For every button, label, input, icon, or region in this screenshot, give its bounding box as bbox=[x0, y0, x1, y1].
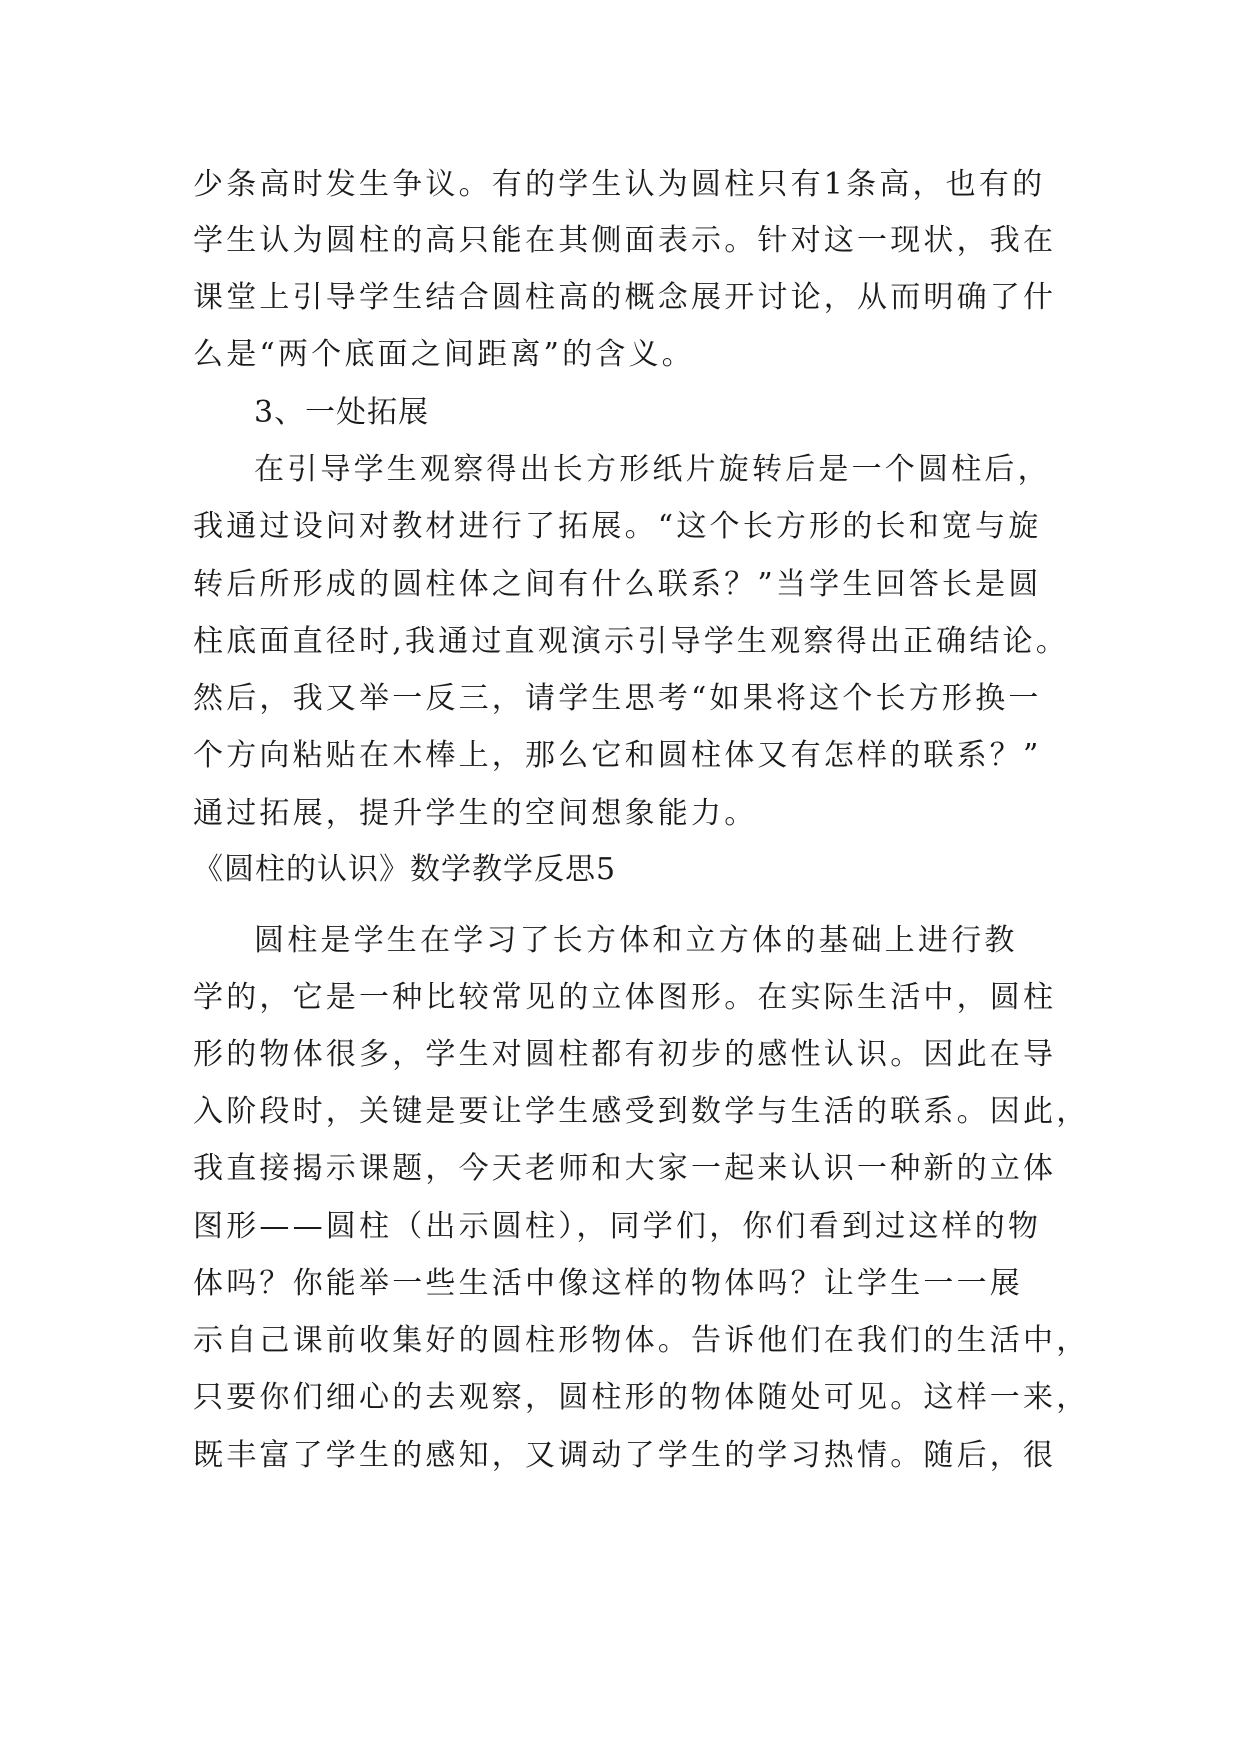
paragraph-line: 然后，我又举一反三，请学生思考“如果将这个长方形换一 bbox=[193, 681, 1042, 716]
paragraph-line: 图形——圆柱（出示圆柱），同学们，你们看到过这样的物 bbox=[193, 1209, 1042, 1244]
paragraph-line: 体吗？你能举一些生活中像这样的物体吗？让学生一一展 bbox=[193, 1266, 1023, 1301]
paragraph-line: 课堂上引导学生结合圆柱高的概念展开讨论，从而明确了什 bbox=[193, 280, 1057, 315]
paragraph-line: 形的物体很多，学生对圆柱都有初步的感性认识。因此在导 bbox=[193, 1037, 1057, 1072]
paragraph-line: 通过拓展，提升学生的空间想象能力。 bbox=[193, 796, 758, 831]
section-title: 《圆柱的认识》数学教学反思5 bbox=[193, 852, 617, 887]
paragraph-line: 我通过设问对教材进行了拓展。“这个长方形的长和宽与旋 bbox=[193, 509, 1042, 544]
paragraph-line: 少条高时发生争议。有的学生认为圆柱只有1条高，也有的 bbox=[193, 167, 1046, 202]
paragraph-line: 只要你们细心的去观察，圆柱形的物体随处可见。这样一来， bbox=[193, 1380, 1090, 1415]
paragraph-line: 个方向粘贴在木棒上，那么它和圆柱体又有怎样的联系？” bbox=[193, 738, 1042, 773]
paragraph-line: 学的，它是一种比较常见的立体图形。在实际生活中，圆柱 bbox=[193, 980, 1057, 1015]
paragraph-line: 示自己课前收集好的圆柱形物体。告诉他们在我们的生活中， bbox=[193, 1323, 1090, 1358]
paragraph-line: 圆柱是学生在学习了长方体和立方体的基础上进行教 bbox=[254, 923, 1018, 958]
paragraph-line: 柱底面直径时,我通过直观演示引导学生观察得出正确结论。 bbox=[193, 624, 1069, 659]
paragraph-line: 么是“两个底面之间距离”的含义。 bbox=[193, 337, 695, 372]
paragraph-line: 入阶段时，关键是要让学生感受到数学与生活的联系。因此， bbox=[193, 1094, 1090, 1129]
paragraph-line: 在引导学生观察得出长方形纸片旋转后是一个圆柱后， bbox=[254, 452, 1051, 487]
paragraph-line: 学生认为圆柱的高只能在其侧面表示。针对这一现状，我在 bbox=[193, 223, 1057, 258]
paragraph-line: 转后所形成的圆柱体之间有什么联系？”当学生回答长是圆 bbox=[193, 567, 1042, 602]
paragraph-line: 我直接揭示课题，今天老师和大家一起来认识一种新的立体 bbox=[193, 1151, 1057, 1186]
paragraph-line: 既丰富了学生的感知，又调动了学生的学习热情。随后，很 bbox=[193, 1438, 1057, 1473]
subheading-expansion: 3、一处拓展 bbox=[254, 395, 430, 430]
